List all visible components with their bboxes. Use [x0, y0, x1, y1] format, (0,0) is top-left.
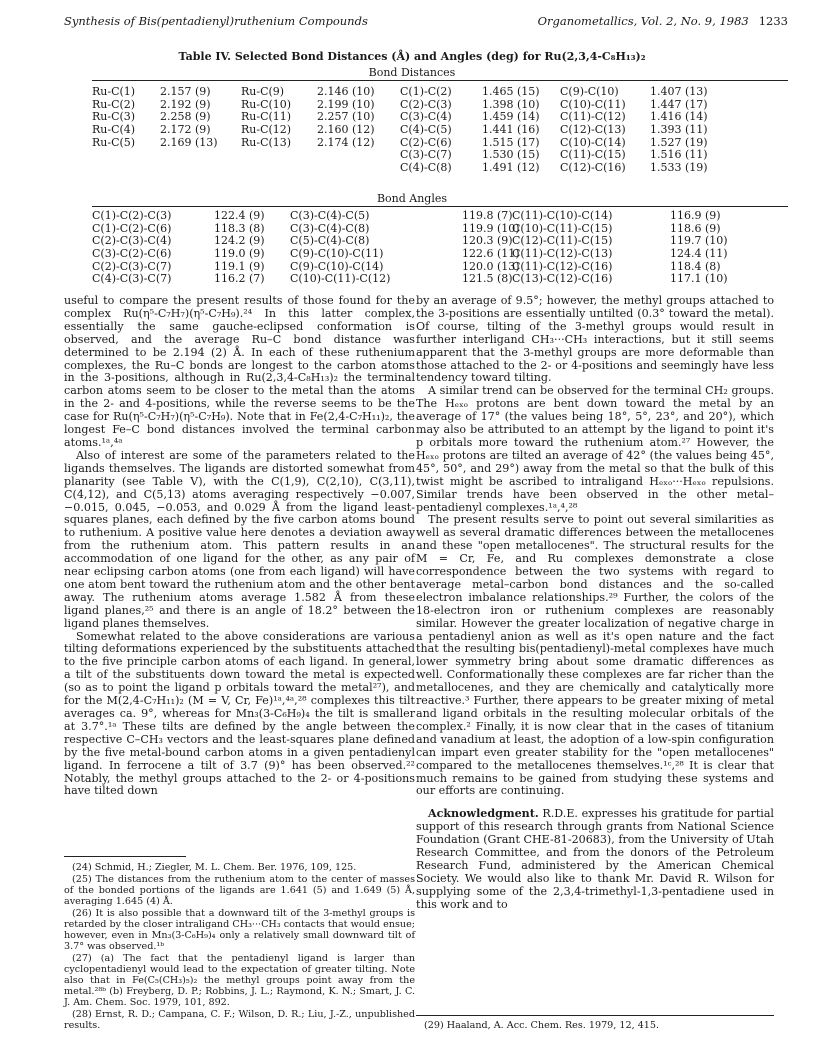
bond-label: C(11)-C(12)	[560, 110, 626, 124]
acknowledgment-paragraph	[416, 808, 774, 911]
bond-label: C(5)-C(4)-C(8)	[290, 234, 370, 248]
bond-distances-table	[0, 86, 824, 181]
acknowledgment-text: R.D.E. expresses his gratitude for partial support of this research through grants from National Science Foundation (Grant CHE-81-20683), from the University of Utah Research Committee, and from the donors of the Petroleum Research Fund, administered by the American Chemical Society. We would also like to thank Mr. David R. Wilson for supplying some of the 2,3,4-trimethyl-1,3-pentadiene used in this work and to	[416, 807, 774, 911]
footnote: (24) Schmid, H.; Ziegler, M. L. Chem. Ber. 1976, 109, 125.	[72, 862, 357, 873]
bond-value: 124.2 (9)	[214, 234, 265, 248]
bond-value: 1.441 (16)	[482, 123, 540, 137]
bond-label: C(10)-C(11)	[560, 97, 626, 111]
bond-value: 2.258 (9)	[160, 110, 211, 124]
bond-label: C(12)-C(13)	[560, 123, 626, 137]
bond-label: C(3)-C(7)	[400, 148, 452, 162]
bond-value: 118.4 (8)	[670, 259, 721, 273]
bond-label: Ru-C(2)	[92, 97, 136, 111]
bond-label: C(10)-C(14)	[560, 135, 626, 149]
bond-label: C(3)-C(2)-C(6)	[92, 247, 172, 261]
acknowledgment-label: Acknowledgment.	[428, 807, 539, 821]
right-paragraph: by an average of 9.5°; however, the methyl groups attached to the 3-positions are essentially untilted (0.3° toward the metal). Of course, tilting of the 3-methyl groups would result in further interligand CH₃···CH₃ interactions, but it still seems apparent that the 3-methyl groups are more deformable than those attached to the 2- or 4-positions and seemingly have less tendency toward tilting.	[416, 294, 774, 385]
bond-label: C(10)-C(11)-C(12)	[290, 272, 391, 286]
bond-label: C(2)-C(3)-C(7)	[92, 259, 172, 273]
bond-label: Ru-C(12)	[241, 123, 292, 137]
bond-value: 122.6 (11)	[462, 247, 520, 261]
bond-label: C(9)-C(10)-C(14)	[290, 259, 384, 273]
bond-label: C(11)-C(15)	[560, 148, 626, 162]
bond-label: C(11)-C(12)-C(16)	[512, 259, 613, 273]
bond-label: Ru-C(13)	[241, 135, 292, 149]
bond-value: 119.9 (10)	[462, 221, 520, 235]
bond-value: 2.192 (9)	[160, 97, 211, 111]
footnote: (25) The distances from the ruthenium atom to the center of masses of the bonded portions of the ligands are 1.641 (5) and 1.649 (5) Å, averaging 1.645 (4) Å.	[64, 874, 415, 907]
running-head	[64, 14, 788, 30]
bond-value: 2.172 (9)	[160, 123, 211, 137]
bond-value: 1.416 (14)	[650, 110, 708, 124]
bond-label: Ru-C(1)	[92, 85, 136, 98]
footnote: (26) It is also possible that a downward tilt of the 3-methyl groups is retarded by the closer intraligand CH₃···CH₃ contacts that would ensue; however, even in Mn₃(3-C₆H₉)₄ only a relatively small downward tilt of 3.7° was observed.¹ᵇ	[64, 908, 415, 952]
table-rule-top	[92, 80, 788, 81]
bond-value: 1.515 (17)	[482, 135, 540, 149]
bond-label: C(12)-C(11)-C(15)	[512, 234, 613, 248]
bond-label: C(3)-C(4)	[400, 110, 452, 124]
bond-value: 1.407 (13)	[650, 85, 708, 98]
bond-label: C(9)-C(10)	[560, 85, 619, 98]
bond-label: C(4)-C(3)-C(7)	[92, 272, 172, 286]
bond-label: C(3)-C(4)-C(8)	[290, 221, 370, 235]
bond-value: 1.516 (11)	[650, 148, 708, 162]
left-footnotes	[64, 862, 415, 1032]
right-footnotes	[416, 1020, 774, 1032]
bond-label: C(1)-C(2)-C(6)	[92, 221, 172, 235]
bond-value: 2.169 (13)	[160, 135, 218, 149]
bond-value: 1.491 (12)	[482, 161, 540, 175]
bond-value: 122.4 (9)	[214, 209, 265, 222]
bond-value: 1.530 (15)	[482, 148, 540, 162]
left-paragraph: useful to compare the present results of those found for the complex Ru(η⁵-C₇H₇)(η⁵-C₇H₉).²⁴ In this latter complex, essentially the same gauche-eclipsed conformation is observed, and the average Ru–C bond distance was determined to be 2.194 (2) Å. In each of these ruthenium complexes, the Ru–C bonds are longest to the carbon atoms in the 3-positions, although in Ru(2,3,4-C₈H₁₃)₂ the terminal carbon atoms seem to be closer to the metal than the atoms in the 2- and 4-positions, while the reverse seems to be the case for Ru(η⁵-C₇H₇)(η⁵-C₇H₉). Note that in Fe(2,4-C₇H₁₁)₂, the longest Fe–C bond distances involved the terminal carbon atoms.¹ᵃ,⁴ᵃ	[64, 294, 415, 449]
bond-label: C(3)-C(4)-C(5)	[290, 209, 370, 222]
running-head-title: Synthesis of Bis(pentadienyl)ruthenium Compounds	[64, 14, 368, 28]
bond-value: 119.7 (10)	[670, 234, 728, 248]
bond-value: 2.199 (10)	[317, 97, 375, 111]
bond-value: 118.6 (9)	[670, 221, 721, 235]
bond-label: C(4)-C(8)	[400, 161, 452, 175]
bond-label: C(4)-C(5)	[400, 123, 452, 137]
bond-label: Ru-C(10)	[241, 97, 292, 111]
bond-label: Ru-C(11)	[241, 110, 292, 124]
footnote-rule-right	[416, 1015, 774, 1016]
bond-value: 124.4 (11)	[670, 247, 728, 261]
bond-label: C(9)-C(10)-C(11)	[290, 247, 384, 261]
bond-value: 1.447 (17)	[650, 97, 708, 111]
left-paragraph: Also of interest are some of the parameters related to the ligands themselves. The ligands are distorted somewhat from planarity (see Table V), with the C(1,9), C(2,10), C(3,11), C(4,12), and C(5,13) atoms averaging respectively −0.007, −0.015, 0.045, −0.053, and 0.029 Å from the ligand least-squares planes, each defined by the five carbon atoms bound to ruthenium. A positive value here denotes a deviation away from the ruthenium atom. This pattern results in an accommodation of one ligand for the other, as any pair of near eclipsing carbon atoms (one from each ligand) will have one atom bent toward the ruthenium atom and the other bent away. The ruthenium atoms average 1.582 Å from these ligand planes,²⁵ and there is an angle of 18.2° between the ligand planes themselves.	[64, 448, 415, 630]
bond-value: 119.8 (7)	[462, 209, 513, 222]
bond-label: Ru-C(4)	[92, 123, 136, 137]
bond-value: 1.465 (15)	[482, 85, 540, 98]
bond-value: 1.398 (10)	[482, 97, 540, 111]
bond-label: C(12)-C(16)	[560, 161, 626, 175]
bond-value: 2.174 (12)	[317, 135, 375, 149]
bond-angles-heading: Bond Angles	[376, 192, 448, 205]
bond-label: Ru-C(5)	[92, 135, 136, 149]
bond-label: C(1)-C(2)-C(3)	[92, 209, 172, 222]
bond-distances-heading: Bond Distances	[368, 66, 456, 79]
running-head-journal-block	[538, 14, 788, 28]
footnote-rule-left	[64, 856, 186, 857]
bond-label: C(1)-C(2)	[400, 85, 452, 98]
table-caption: Table IV. Selected Bond Distances (Å) and Angles (deg) for Ru(2,3,4-C₈H₁₃)₂	[178, 50, 646, 63]
bond-value: 1.527 (19)	[650, 135, 708, 149]
right-paragraph: The present results serve to point out several similarities as well as several dramatic differences between the metallocenes and these "open metallocenes". The structural results for the M = Cr, Fe, and Ru complexes demonstrate a close correspondence between the two systems with regard to average metal–carbon bond distances and the so-called electron imbalance relationships.²⁹ Further, the colors of the 18-electron iron or ruthenium complexes are reasonably similar. However the greater localization of negative charge in a pentadienyl anion as well as it's open nature and the fact that the resulting bis(pentadienyl)-metal complexes have much lower symmetry bring about some dramatic differences as well. Conformationally these complexes are far richer than the metallocenes, and they are chemically and catalytically more reactive.³ Further, there appears to be greater mixing of metal and ligand orbitals in the resulting molecular orbitals of the complex.² Finally, it is now clear that in the cases of titanium and vanadium at least, the adoption of a low-spin configuration can impart even greater stability for the "open metallocenes" compared to the metallocenes themselves.¹ᶜ,²⁸ It is clear that much remains to be gained from studying these systems and our efforts are continuing.	[416, 513, 774, 798]
bond-label: C(2)-C(3)	[400, 97, 452, 111]
footnote: (27) (a) The fact that the pentadienyl ligand is larger than cyclopentadienyl would lead to the expectation of greater tilting. Note also that in Fe(C₅(CH₃)₅)₂ the methyl groups point away from the metal.²⁸ᵇ (b) Freyberg, D. P.; Robbins, J. L.; Raymond, K. N.; Smart, J. C. J. Am. Chem. Soc. 1979, 101, 892.	[64, 953, 415, 1008]
bond-value: 2.157 (9)	[160, 85, 211, 98]
bond-value: 116.2 (7)	[214, 272, 265, 286]
right-paragraph: A similar trend can be observed for the terminal CH₂ groups. The Hₑₓₒ protons are bent down toward the metal by an average of 17° (the values being 18°, 5°, 23°, and 20°), which may also be attributed to an attempt by the ligand to point it's p orbitals more toward the ruthenium atom.²⁷ However, the Hₑₓₒ protons are tilted an average of 42° (the values being 45°, 45°, 50°, and 29°) away from the metal so that the bulk of this twist might be ascribed to intraligand Hₑₓₒ···Hₑₓₒ repulsions. Similar trends have been observed in the other metal–pentadienyl complexes.¹ᵃ,⁴,²⁸	[416, 384, 774, 514]
journal-citation: Organometallics, Vol. 2, No. 9, 1983	[537, 14, 749, 28]
bond-value: 121.5 (8)	[462, 272, 513, 286]
bond-value: 1.459 (14)	[482, 110, 540, 124]
bond-label: C(11)-C(10)-C(14)	[512, 209, 613, 222]
bond-label: C(2)-C(6)	[400, 135, 452, 149]
bond-label: C(11)-C(12)-C(13)	[512, 247, 613, 261]
bond-value: 119.0 (9)	[214, 247, 265, 261]
footnote: (28) Ernst, R. D.; Campana, C. F.; Wilson, D. R.; Liu, J.-Z., unpublished results.	[64, 1009, 415, 1031]
bond-angles-table	[0, 210, 824, 290]
bond-label: Ru-C(9)	[241, 85, 285, 98]
bond-value: 2.146 (10)	[317, 85, 375, 98]
bond-value: 119.1 (9)	[214, 259, 265, 273]
bond-value: 116.9 (9)	[670, 209, 721, 222]
bond-value: 120.0 (13)	[462, 259, 520, 273]
bond-value: 1.533 (19)	[650, 161, 708, 175]
bond-label: C(10)-C(11)-C(15)	[512, 221, 613, 235]
bond-label: Ru-C(3)	[92, 110, 136, 124]
bond-value: 2.257 (10)	[317, 110, 375, 124]
left-column	[64, 295, 415, 798]
bond-value: 117.1 (10)	[670, 272, 728, 286]
bond-value: 1.393 (11)	[650, 123, 708, 137]
footnote: (29) Haaland, A. Acc. Chem. Res. 1979, 12, 415.	[424, 1020, 660, 1031]
bond-value: 120.3 (9)	[462, 234, 513, 248]
bond-label: C(13)-C(12)-C(16)	[512, 272, 613, 286]
bond-value: 118.3 (8)	[214, 221, 265, 235]
right-column	[416, 295, 774, 912]
page-number: 1233	[758, 14, 788, 28]
table-rule-mid	[92, 206, 788, 207]
left-paragraph: Somewhat related to the above considerations are various tilting deformations experienced by the substituents attached to the five principle carbon atoms of each ligand. In general, a tilt of the substituents down toward the metal is expected (so as to point the ligand p orbitals toward the metal²⁷), and for the M(2,4-C₇H₁₁)₂ (M = V, Cr, Fe)¹ᵃ,⁴ᵃ,²⁸ complexes this tilt averages ca. 9°, whereas for Mn₃(3-C₆H₉)₄ the tilt is smaller at 3.7°.¹ᵃ These tilts are defined by the angle between the respective C–CH₃ vectors and the least-squares plane defined by the five metal-bound carbon atoms in a given pentadienyl ligand. In ferrocene a tilt of 3.7 (9)° has been observed.²² Notably, the methyl groups attached to the 2- or 4-positions have tilted down	[64, 629, 415, 798]
bond-label: C(2)-C(3)-C(4)	[92, 234, 172, 248]
bond-value: 2.160 (12)	[317, 123, 375, 137]
